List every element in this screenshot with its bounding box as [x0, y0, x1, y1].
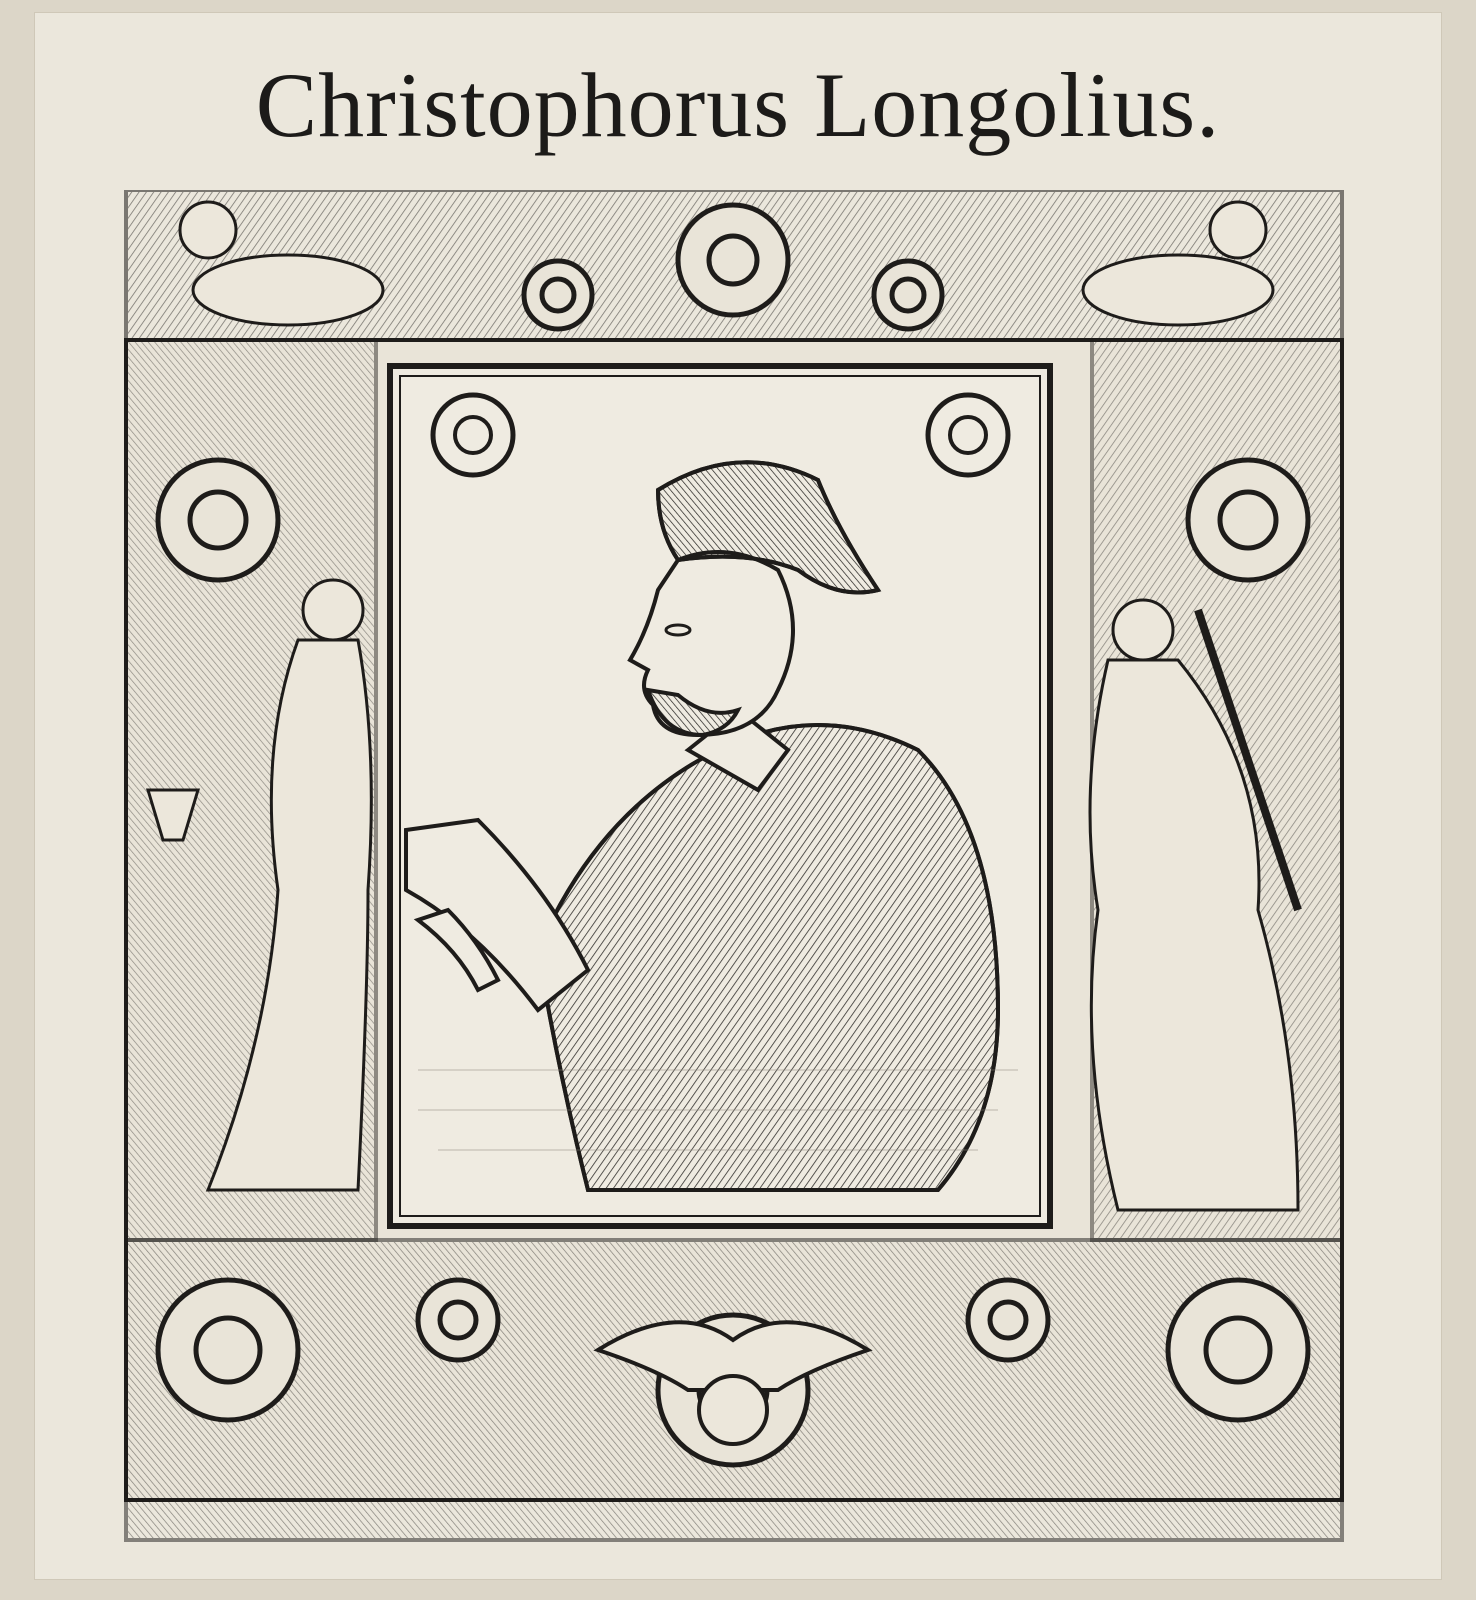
woodcut-svg [118, 190, 1350, 1560]
woodcut-illustration [118, 190, 1350, 1560]
page-title: Christophorus Longolius. [255, 54, 1221, 156]
